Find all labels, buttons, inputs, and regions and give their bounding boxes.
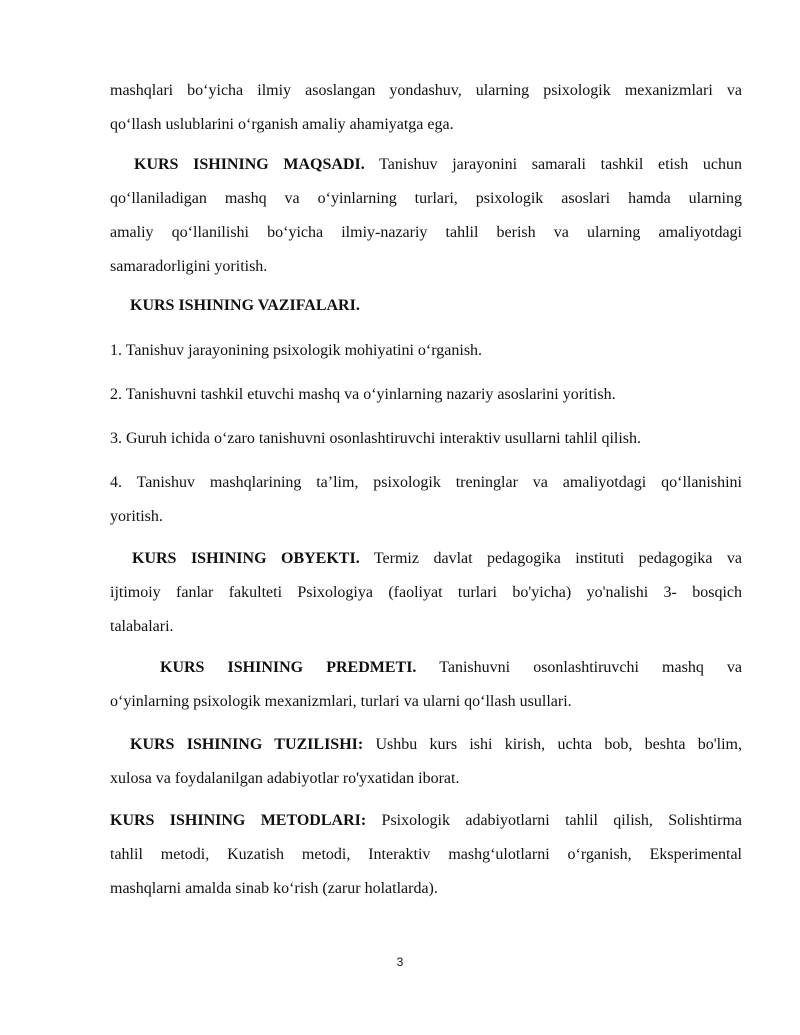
task-3-text: 3. Guruh ichida o‘zaro tanishuvni osonlashtiruvchi interaktiv usullarni tahlil qilish. <box>110 430 642 447</box>
metod-text-1: Psixologik adabiyotlarni tahlil qilish, Solishtirma <box>366 812 742 829</box>
predmet-line-2: o‘yinlarning psixologik mexanizmlari, turlari va ularni qo‘llash usullari. <box>110 693 572 710</box>
predmet-text-1: Tanishuvni osonlashtiruvchi mashq va <box>416 659 742 676</box>
intro-paragraph <box>110 74 742 142</box>
obyekt-line-2: ijtimoiy fanlar fakulteti Psixologiya (faoliyat turlari bo'yicha) yo'nalishi 3- bosqich <box>110 584 742 601</box>
vazifa-heading: KURS ISHINING VAZIFALARI. <box>130 297 360 314</box>
maqsad-line-2: qo‘llaniladigan mashq va o‘yinlarning turlari, psixologik asoslari hamda ularning <box>110 190 742 207</box>
obyekt-paragraph <box>110 542 742 644</box>
maqsad-text-1: Tanishuv jarayonini samarali tashkil etish uchun <box>364 156 742 173</box>
obyekt-text-1: Termiz davlat pedagogika instituti pedagogika va <box>359 550 743 567</box>
metod-line-2: tahlil metodi, Kuzatish metodi, Interaktiv mashg‘ulotlarni o‘rganish, Eksperimental <box>110 846 742 863</box>
page-number: 3 <box>396 955 404 969</box>
intro-line-2: qo‘llash uslublarini o‘rganish amaliy ahamiyatga ega. <box>110 116 454 133</box>
metod-line-3: mashqlarni amalda sinab ko‘rish (zarur holatlarda). <box>110 880 438 897</box>
metod-line-1 <box>110 804 742 838</box>
predmet-paragraph <box>110 651 742 719</box>
vazifa-line <box>110 289 742 323</box>
maqsad-line-4: samaradorligini yoritish. <box>110 258 268 275</box>
metod-paragraph <box>110 804 742 906</box>
obyekt-heading: KURS ISHINING OBYEKTI. <box>132 550 360 567</box>
tuzilish-text-1: Ushbu kurs ishi kirish, uchta bob, beshta bo'lim, <box>363 736 742 753</box>
task-4 <box>110 466 742 534</box>
tuzilish-line-1 <box>110 728 742 762</box>
vazifa-heading-paragraph <box>110 289 742 323</box>
task-4-line-1: 4. Tanishuv mashqlarining ta’lim, psixologik treninglar va amaliyotdagi qo‘llanishini <box>110 474 742 491</box>
task-2 <box>110 378 742 412</box>
obyekt-line-1 <box>110 542 742 576</box>
task-1-text: 1. Tanishuv jarayonining psixologik mohiyatini o‘rganish. <box>110 342 483 359</box>
predmet-heading: KURS ISHINING PREDMETI. <box>160 659 417 676</box>
maqsad-heading: KURS ISHINING MAQSADI. <box>134 156 365 173</box>
tuzilish-paragraph <box>110 728 742 796</box>
tuzilish-heading: KURS ISHINING TUZILISHI: <box>130 736 364 753</box>
task-2-text: 2. Tanishuvni tashkil etuvchi mashq va o‘yinlarning nazariy asoslarini yoritish. <box>110 386 616 403</box>
task-3 <box>110 422 742 456</box>
task-4-line-2: yoritish. <box>110 508 163 525</box>
obyekt-line-3: talabalari. <box>110 618 174 635</box>
tuzilish-line-2: xulosa va foydalanilgan adabiyotlar ro'yxatidan iborat. <box>110 770 460 787</box>
metod-heading: KURS ISHINING METODLARI: <box>110 812 367 829</box>
maqsad-line-1 <box>110 148 742 182</box>
maqsad-paragraph <box>110 148 742 284</box>
maqsad-line-3: amaliy qo‘llanilishi bo‘yicha ilmiy-nazariy tahlil berish va ularning amaliyotdagi <box>110 224 742 241</box>
intro-line-1: mashqlari bo‘yicha ilmiy asoslangan yondashuv, ularning psixologik mexanizmlari va <box>110 82 742 99</box>
predmet-line-1 <box>110 651 742 685</box>
task-1 <box>110 334 742 368</box>
